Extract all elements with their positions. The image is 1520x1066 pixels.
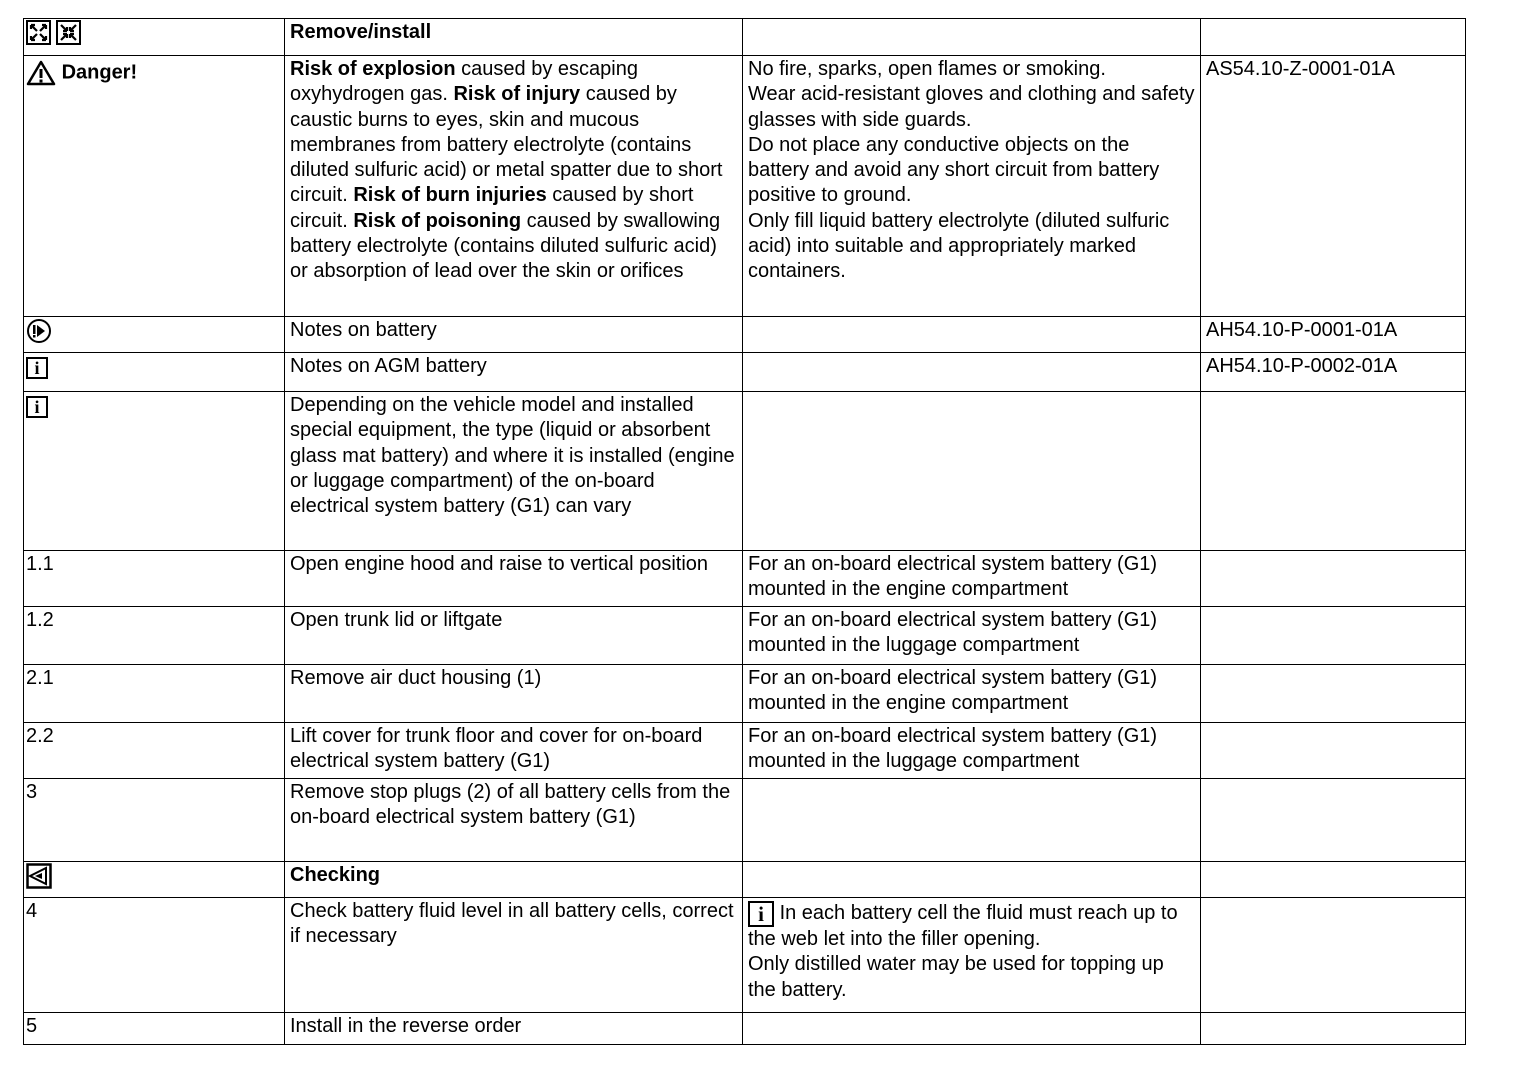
risk-text-segment: caused by escaping oxyhydrogen gas. (290, 58, 638, 106)
step-row (24, 551, 1466, 607)
step-number: 2.2 (24, 723, 285, 779)
collapse-icon (56, 20, 81, 45)
step-note: For an on-board electrical system battery (G1) mounted in the engine compartment (743, 665, 1201, 723)
document-reference[interactable]: AH54.10-P-0002-01A (1206, 355, 1398, 377)
step-text: Remove stop plugs (2) of all battery cells from the on-board electrical system battery (G1) (285, 779, 743, 862)
step-row (24, 665, 1466, 723)
measure: Wear acid-resistant gloves and clothing and safety glasses with side guards. (748, 83, 1195, 131)
step-text: Check battery fluid level in all battery cells, correct if necessary (285, 898, 743, 1013)
expand-icon (26, 20, 51, 45)
risk-poisoning: Risk of poisoning (353, 209, 522, 232)
step-note: For an on-board electrical system battery (G1) mounted in the luggage compartment (743, 607, 1201, 665)
step-number: 1.2 (24, 607, 285, 665)
info-text: Depending on the vehicle model and installed special equipment, the type (liquid or absorbent glass mat battery) and where it is installed (engine or luggage compartment) of the on-board electrical system battery (G1) can vary (285, 392, 743, 551)
step-row (24, 723, 1466, 779)
risk-text-segment: caused by swallowing battery electrolyte (contains diluted sulfuric acid) or absorption of lead over the skin or orifices (290, 209, 721, 283)
step-text: Open trunk lid or liftgate (285, 607, 743, 665)
notes-agm-row (24, 353, 1466, 392)
warning-icon (26, 60, 56, 86)
risk-text-segment: caused by caustic burns to eyes, skin and mucous membranes from battery electrolyte (contains diluted sulfuric acid) or metal spatter due to short circuit. (290, 83, 723, 207)
step-note-text: Only distilled water may be used for topping up the battery. (748, 953, 1164, 1001)
step-row (24, 779, 1466, 862)
step-number: 3 (24, 779, 285, 862)
step-row (24, 1013, 1466, 1045)
risk-text (285, 56, 743, 317)
step-note (743, 779, 1201, 862)
checking-row (24, 862, 1466, 898)
document-reference[interactable]: AH54.10-P-0001-01A (1206, 319, 1398, 341)
step-row (24, 607, 1466, 665)
document-reference[interactable]: AS54.10-Z-0001-01A (1206, 58, 1396, 80)
measure: No fire, sparks, open flames or smoking. (748, 58, 1106, 80)
checking-icon (26, 863, 52, 889)
safety-measures (743, 56, 1201, 317)
risk-explosion: Risk of explosion (290, 58, 456, 80)
info-icon: i (26, 357, 48, 379)
step-note-text: In each battery cell the fluid must reach up to the web let into the filler opening. (748, 902, 1178, 950)
danger-label: Danger! (61, 61, 138, 84)
risk-text-segment: caused by short circuit. (290, 184, 694, 232)
step-text: Open engine hood and raise to vertical position (285, 551, 743, 607)
info-icon: i (748, 901, 774, 927)
risk-injury: Risk of injury (453, 83, 581, 106)
measure: Only fill liquid battery electrolyte (diluted sulfuric acid) into suitable and appropriately marked containers. (748, 209, 1170, 283)
step-number: 2.1 (24, 665, 285, 723)
header-row (24, 19, 1466, 56)
procedure-table (23, 18, 1466, 1045)
measure: Do not place any conductive objects on the battery and avoid any short circuit from battery positive to ground. (748, 133, 1160, 207)
info-icon: i (26, 396, 48, 418)
step-row (24, 898, 1466, 1013)
step-text: Install in the reverse order (285, 1013, 743, 1045)
step-number: 1.1 (24, 551, 285, 607)
notes-battery: Notes on battery (285, 317, 743, 353)
step-text: Remove air duct housing (1) (285, 665, 743, 723)
info-row (24, 392, 1466, 551)
step-note: For an on-board electrical system battery (G1) mounted in the engine compartment (743, 551, 1201, 607)
risk-burn: Risk of burn injuries (353, 184, 547, 207)
notes-battery-row (24, 317, 1466, 353)
step-number: 4 (24, 898, 285, 1013)
section-title: Checking (290, 864, 381, 886)
step-number: 5 (24, 1013, 285, 1045)
step-text: Lift cover for trunk floor and cover for on-board electrical system battery (G1) (285, 723, 743, 779)
danger-row (24, 56, 1466, 317)
step-note (743, 898, 1201, 1013)
step-note: For an on-board electrical system battery (G1) mounted in the luggage compartment (743, 723, 1201, 779)
notes-agm: Notes on AGM battery (285, 353, 743, 392)
section-title: Remove/install (290, 21, 432, 43)
notice-icon (26, 318, 52, 344)
